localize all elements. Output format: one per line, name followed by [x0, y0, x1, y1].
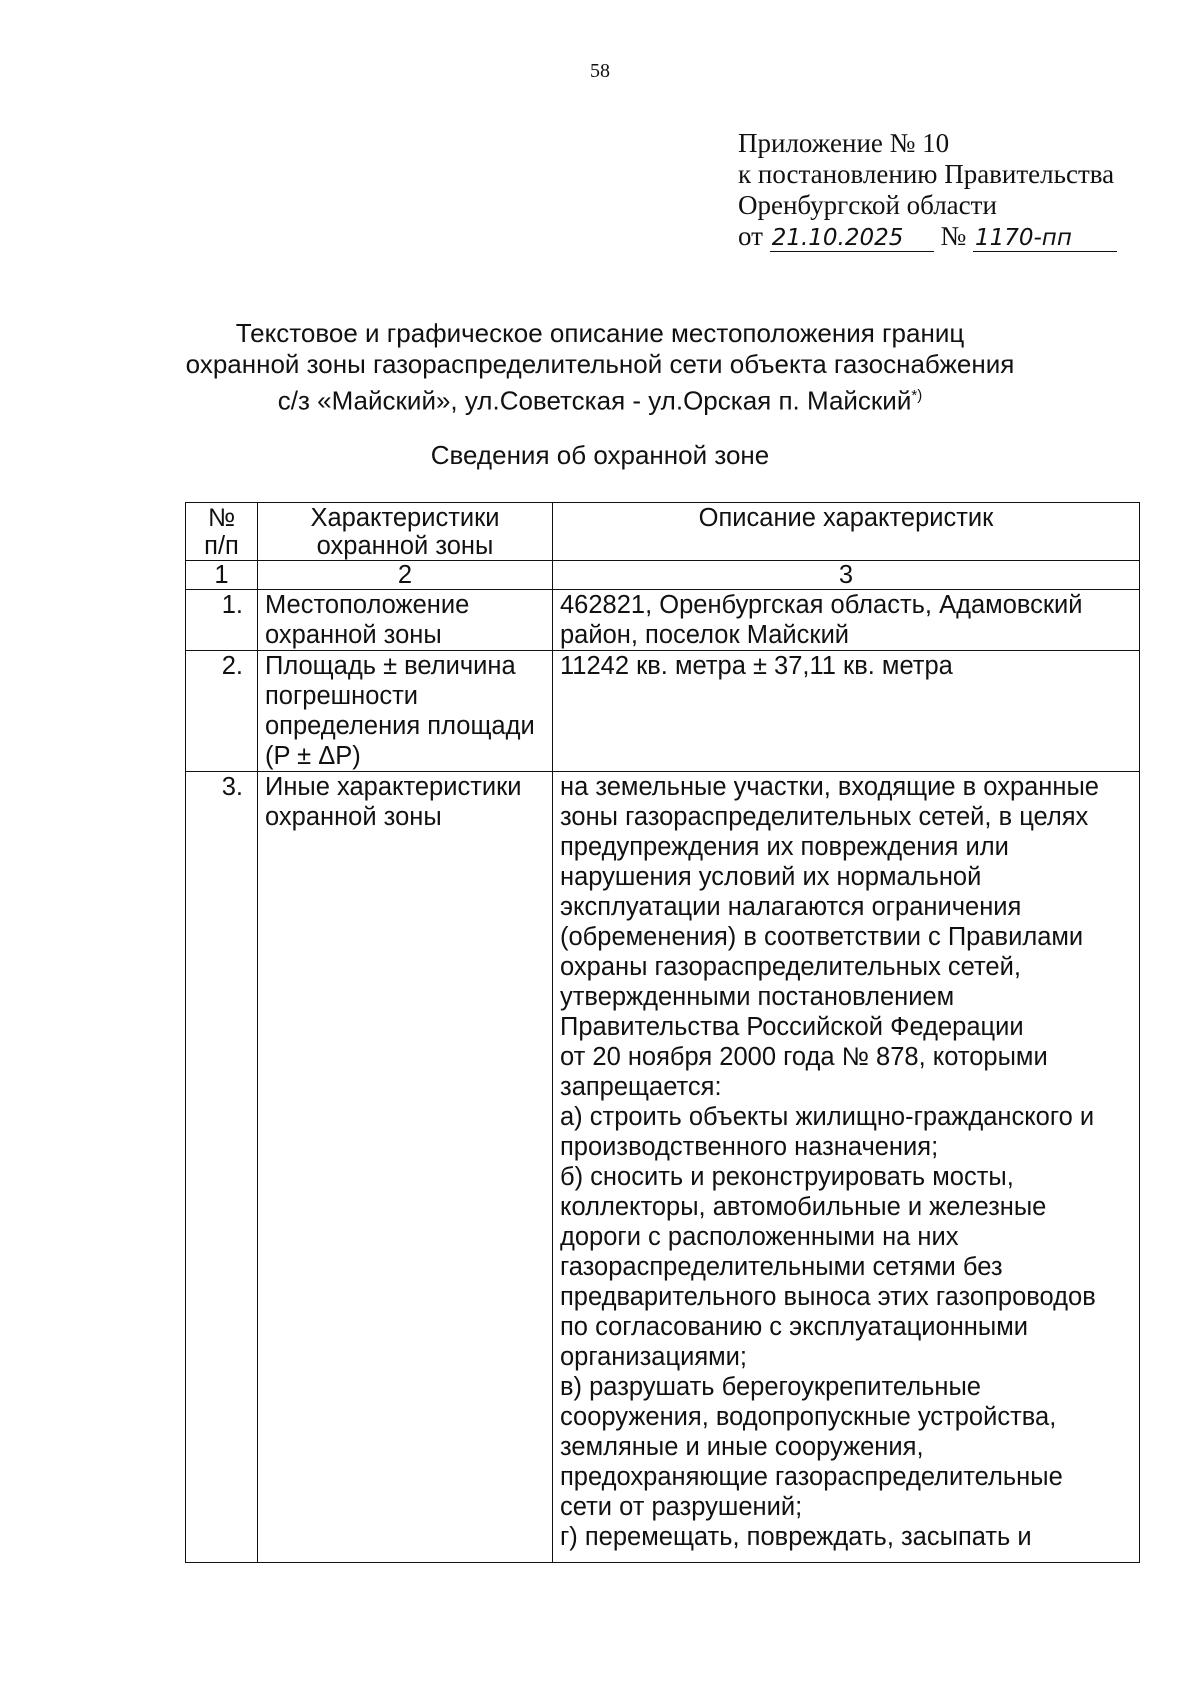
footnote-mark: *): [911, 387, 923, 404]
header-characteristics: Характеристики охранной зоны: [258, 503, 553, 561]
description-line: охраны газораспределительных сетей,: [560, 953, 1021, 981]
table-header-row: [186, 503, 1140, 561]
appendix-title: Приложение № 10: [738, 128, 950, 158]
column-number: 2: [258, 561, 553, 590]
description-line: (обременения) в соответствии с Правилами: [560, 923, 1084, 951]
description-line: газораспределительными сетями без: [560, 1253, 1003, 1281]
page-number: 58: [590, 60, 610, 82]
description-line: утвержденными постановлением: [560, 983, 955, 1011]
table-row: [186, 590, 1140, 651]
appendix-block: [738, 128, 1117, 252]
description-line: зоны газораспределительных сетей, в целях: [560, 803, 1089, 831]
row-description: [553, 590, 1140, 651]
description-line: коллекторы, автомобильные и железные: [560, 1193, 1047, 1221]
description-line: Правительства Российской Федерации: [560, 1013, 1024, 1041]
section-subtitle: Сведения об охранной зоне: [430, 440, 770, 470]
row-characteristic: [258, 772, 553, 1563]
appendix-from-prefix: от: [738, 221, 763, 251]
description-line: район, поселок Майский: [560, 621, 850, 649]
table-row: [186, 651, 1140, 772]
characteristic-line: охранной зоны: [265, 803, 442, 831]
characteristic-line: охранной зоны: [265, 621, 442, 649]
description-line: организациями;: [560, 1343, 748, 1371]
row-description: [553, 772, 1140, 1563]
zone-info-table: [185, 502, 1140, 1563]
title-line-1: Текстовое и графическое описание местоположения границ: [235, 318, 965, 348]
column-number: 3: [553, 561, 1140, 590]
description-line: 462821, Оренбургская область, Адамовский: [560, 591, 1083, 619]
description-line: по согласованию с эксплуатационными: [560, 1313, 1028, 1341]
description-line: а) строить объекты жилищно-гражданского и: [560, 1103, 1095, 1131]
title-line-2: охранной зоны газораспределительной сети объекта газоснабжения: [185, 349, 1015, 379]
row-number: 3.: [186, 772, 258, 1563]
table-column-number-row: [186, 561, 1140, 590]
description-line: эксплуатации налагаются ограничения: [560, 893, 1022, 921]
description-line: 11242 кв. метра ± 37,11 кв. метра: [560, 652, 953, 680]
description-line: на земельные участки, входящие в охранные: [560, 773, 1099, 801]
characteristic-line: Площадь ± величина: [265, 652, 516, 680]
handwritten-number: 1170-пп: [973, 225, 1117, 252]
header-number: № п/п: [186, 503, 258, 561]
row-description: [553, 651, 1140, 772]
title-line-3: с/з «Майский», ул.Советская - ул.Орская п. Майский*): [277, 385, 923, 416]
document-title: [0, 318, 1200, 417]
description-line: от 20 ноября 2000 года № 878, которыми: [560, 1043, 1048, 1071]
row-number: 1.: [186, 590, 258, 651]
characteristic-line: (P ± ΔP): [265, 742, 361, 770]
description-line: земляные и иные сооружения,: [560, 1433, 924, 1461]
characteristic-line: Местоположение: [265, 591, 470, 619]
row-number: 2.: [186, 651, 258, 772]
appendix-resolution: к постановлению Правительства: [738, 159, 1115, 189]
description-line: нарушения условий их нормальной: [560, 863, 982, 891]
number-sign: №: [940, 221, 967, 251]
appendix-region: Оренбургской области: [738, 190, 997, 220]
header-description: Описание характеристик: [553, 503, 1140, 561]
description-line: сооружения, водопропускные устройства,: [560, 1403, 1057, 1431]
characteristic-line: Иные характеристики: [265, 773, 522, 801]
description-line: б) сносить и реконструировать мосты,: [560, 1163, 1014, 1191]
characteristic-line: погрешности: [265, 682, 419, 710]
column-number: 1: [186, 561, 258, 590]
description-line: сети от разрушений;: [560, 1493, 803, 1521]
description-line: г) перемещать, повреждать, засыпать и: [560, 1523, 1032, 1551]
row-characteristic: [258, 590, 553, 651]
appendix-date-number-line: [738, 221, 1117, 252]
description-line: предварительного выноса этих газопроводов: [560, 1283, 1096, 1311]
description-line: предохраняющие газораспределительные: [560, 1463, 1063, 1491]
description-line: предупреждения их повреждения или: [560, 833, 1009, 861]
description-line: дороги с расположенными на них: [560, 1223, 959, 1251]
description-line: производственного назначения;: [560, 1133, 939, 1161]
row-characteristic: [258, 651, 553, 772]
characteristic-line: определения площади: [265, 712, 535, 740]
handwritten-date: 21.10.2025: [770, 225, 934, 252]
table-row: [186, 772, 1140, 1563]
description-line: в) разрушать берегоукрепительные: [560, 1373, 981, 1401]
description-line: запрещается:: [560, 1073, 722, 1101]
